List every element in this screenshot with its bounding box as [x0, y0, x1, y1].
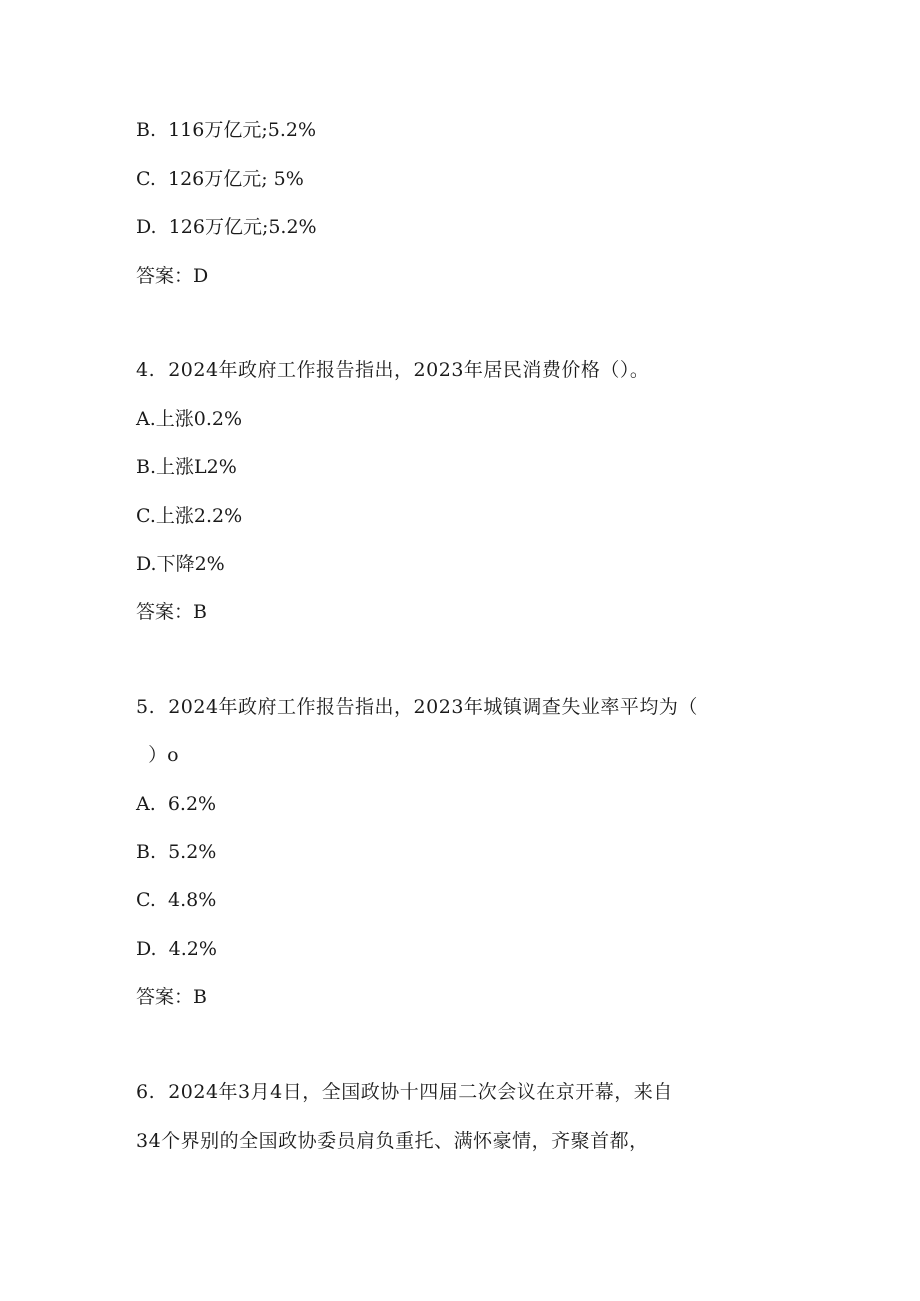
q6-question-line2: 34个界别的全国政协委员肩负重托、满怀豪情，齐聚首都，: [136, 1130, 649, 1152]
q4-answer: 答案：B: [136, 601, 207, 623]
q3-option-b: B. 116万亿元;5.2%: [136, 119, 317, 141]
q5-question-line2: ）o: [136, 744, 179, 766]
q4-question: 4. 2024年政府工作报告指出，2023年居民消费价格（）。: [136, 359, 650, 381]
q6-question-line1: 6. 2024年3月4日，全国政协十四届二次会议在京开幕，来自: [136, 1081, 673, 1103]
q3-answer: 答案：D: [136, 265, 209, 287]
q4-option-a: A.上涨0.2%: [136, 408, 243, 430]
q3-option-c: C. 126万亿元; 5%: [136, 168, 304, 190]
q5-answer: 答案：B: [136, 986, 207, 1008]
q4-option-b: B.上涨L2%: [136, 456, 237, 478]
q4-option-c: C.上涨2.2%: [136, 505, 243, 527]
q5-question-line1: 5. 2024年政府工作报告指出，2023年城镇调查失业率平均为（: [136, 696, 698, 718]
q5-option-d: D. 4.2%: [136, 938, 217, 960]
q5-option-a: A. 6.2%: [136, 793, 217, 815]
q4-option-d: D.下降2%: [136, 553, 225, 575]
q5-option-b: B. 5.2%: [136, 841, 217, 863]
q3-option-d: D. 126万亿元;5.2%: [136, 216, 317, 238]
q5-option-c: C. 4.8%: [136, 889, 217, 911]
